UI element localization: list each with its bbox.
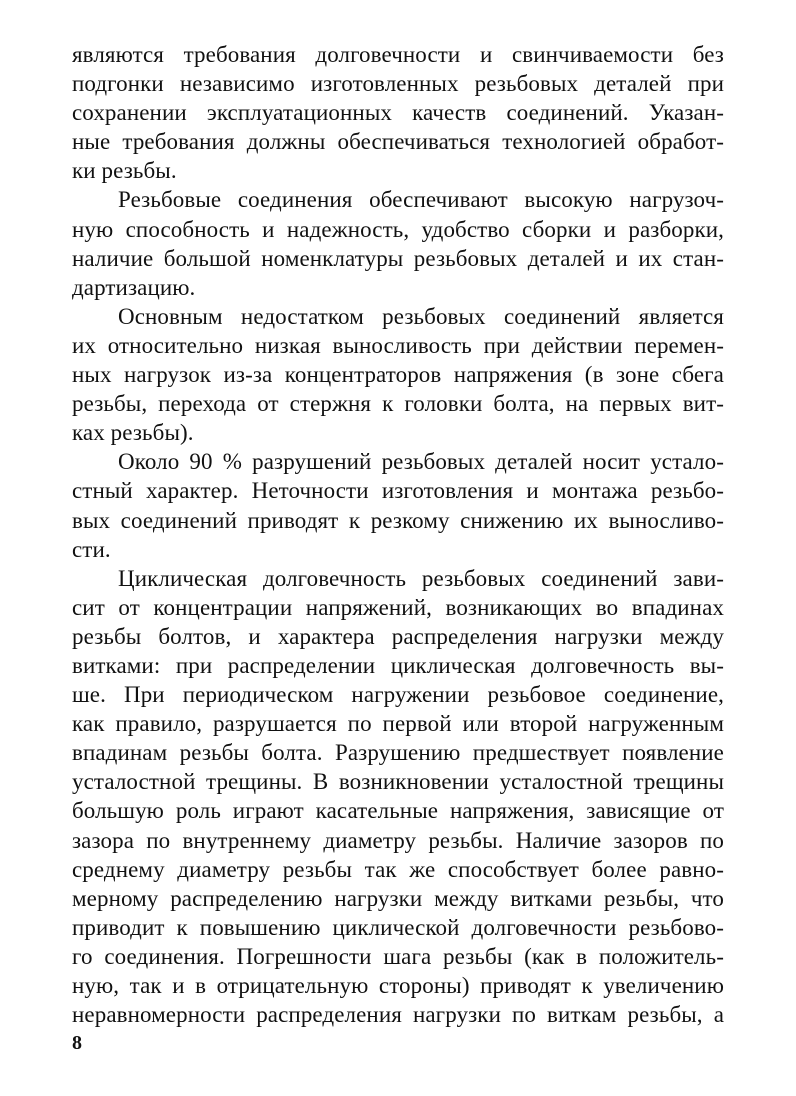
paragraph-1 bbox=[72, 40, 724, 185]
text-line: го соединения. Погрешности шага резьбы (как в положитель- bbox=[72, 943, 724, 969]
page-text bbox=[72, 40, 724, 1029]
text-line: как правило, разрушается по первой или второй нагруженным bbox=[72, 711, 724, 737]
text-line: дартизацию. bbox=[72, 274, 196, 300]
paragraph-5 bbox=[72, 564, 724, 1030]
text-line: Основным недостатком резьбовых соединений является bbox=[118, 303, 724, 329]
text-line: резьбы, перехода от стержня к головки болта, на первых вит- bbox=[72, 391, 724, 417]
text-line: ную способность и надежность, удобство сборки и разборки, bbox=[72, 216, 724, 242]
text-line: ных нагрузок из-за концентраторов напряжения (в зоне сбега bbox=[72, 362, 724, 388]
text-line: усталостной трещины. В возникновении усталостной трещины bbox=[72, 769, 724, 795]
text-line: впадинам резьбы болта. Разрушению предшествует появление bbox=[72, 740, 724, 766]
text-line: сти. bbox=[72, 536, 111, 562]
paragraph-2 bbox=[72, 185, 724, 301]
text-line: ную, так и в отрицательную стороны) приводят к увеличению bbox=[72, 973, 724, 998]
text-line: приводит к повышению циклической долговечности резьбово- bbox=[72, 914, 724, 940]
text-line: подгонки независимо изготовленных резьбовых деталей при bbox=[72, 71, 724, 97]
text-line: большую роль играют касательные напряжения, зависящие от bbox=[72, 798, 724, 824]
text-line: мерному распределению нагрузки между витками резьбы, что bbox=[72, 885, 724, 911]
text-line: ные требования должны обеспечиваться технологией обработ- bbox=[72, 129, 724, 155]
paragraph-4 bbox=[72, 447, 724, 563]
text-line: сит от концентрации напряжений, возникающих во впадинах bbox=[72, 594, 724, 620]
text-line: неравномерности распределения нагрузки по виткам резьбы, а bbox=[72, 1002, 724, 1028]
text-line: Резьбовые соединения обеспечивают высокую нагрузоч- bbox=[118, 187, 724, 213]
text-line: витками: при распределении циклическая долговечность вы- bbox=[72, 652, 724, 678]
text-line: ках резьбы). bbox=[72, 420, 194, 446]
text-line: вых соединений приводят к резкому снижению их выносливо- bbox=[72, 507, 724, 533]
text-line: являются требования долговечности и свинчиваемости без bbox=[72, 42, 724, 67]
text-line: ки резьбы. bbox=[72, 158, 177, 184]
text-line: зазора по внутреннему диаметру резьбы. Наличие зазоров по bbox=[72, 827, 724, 853]
text-line: стный характер. Неточности изготовления и монтажа резьбо- bbox=[72, 478, 724, 504]
text-line: Около 90 % разрушений резьбовых деталей носит устало- bbox=[118, 449, 724, 475]
text-line: резьбы болтов, и характера распределения нагрузки между bbox=[72, 623, 724, 649]
text-line: наличие большой номенклатуры резьбовых деталей и их стан- bbox=[72, 245, 724, 271]
text-line: сохранении эксплуатационных качеств соединений. Указан- bbox=[72, 100, 724, 126]
paragraph-3 bbox=[72, 302, 724, 447]
page-number: 8 bbox=[72, 1032, 82, 1054]
text-line: Циклическая долговечность резьбовых соединений зави- bbox=[118, 565, 724, 591]
text-line: их относительно низкая выносливость при действии перемен- bbox=[72, 332, 724, 358]
text-line: среднему диаметру резьбы так же способствует более равно- bbox=[72, 856, 724, 882]
text-line: ше. При периодическом нагружении резьбовое соединение, bbox=[72, 682, 724, 708]
